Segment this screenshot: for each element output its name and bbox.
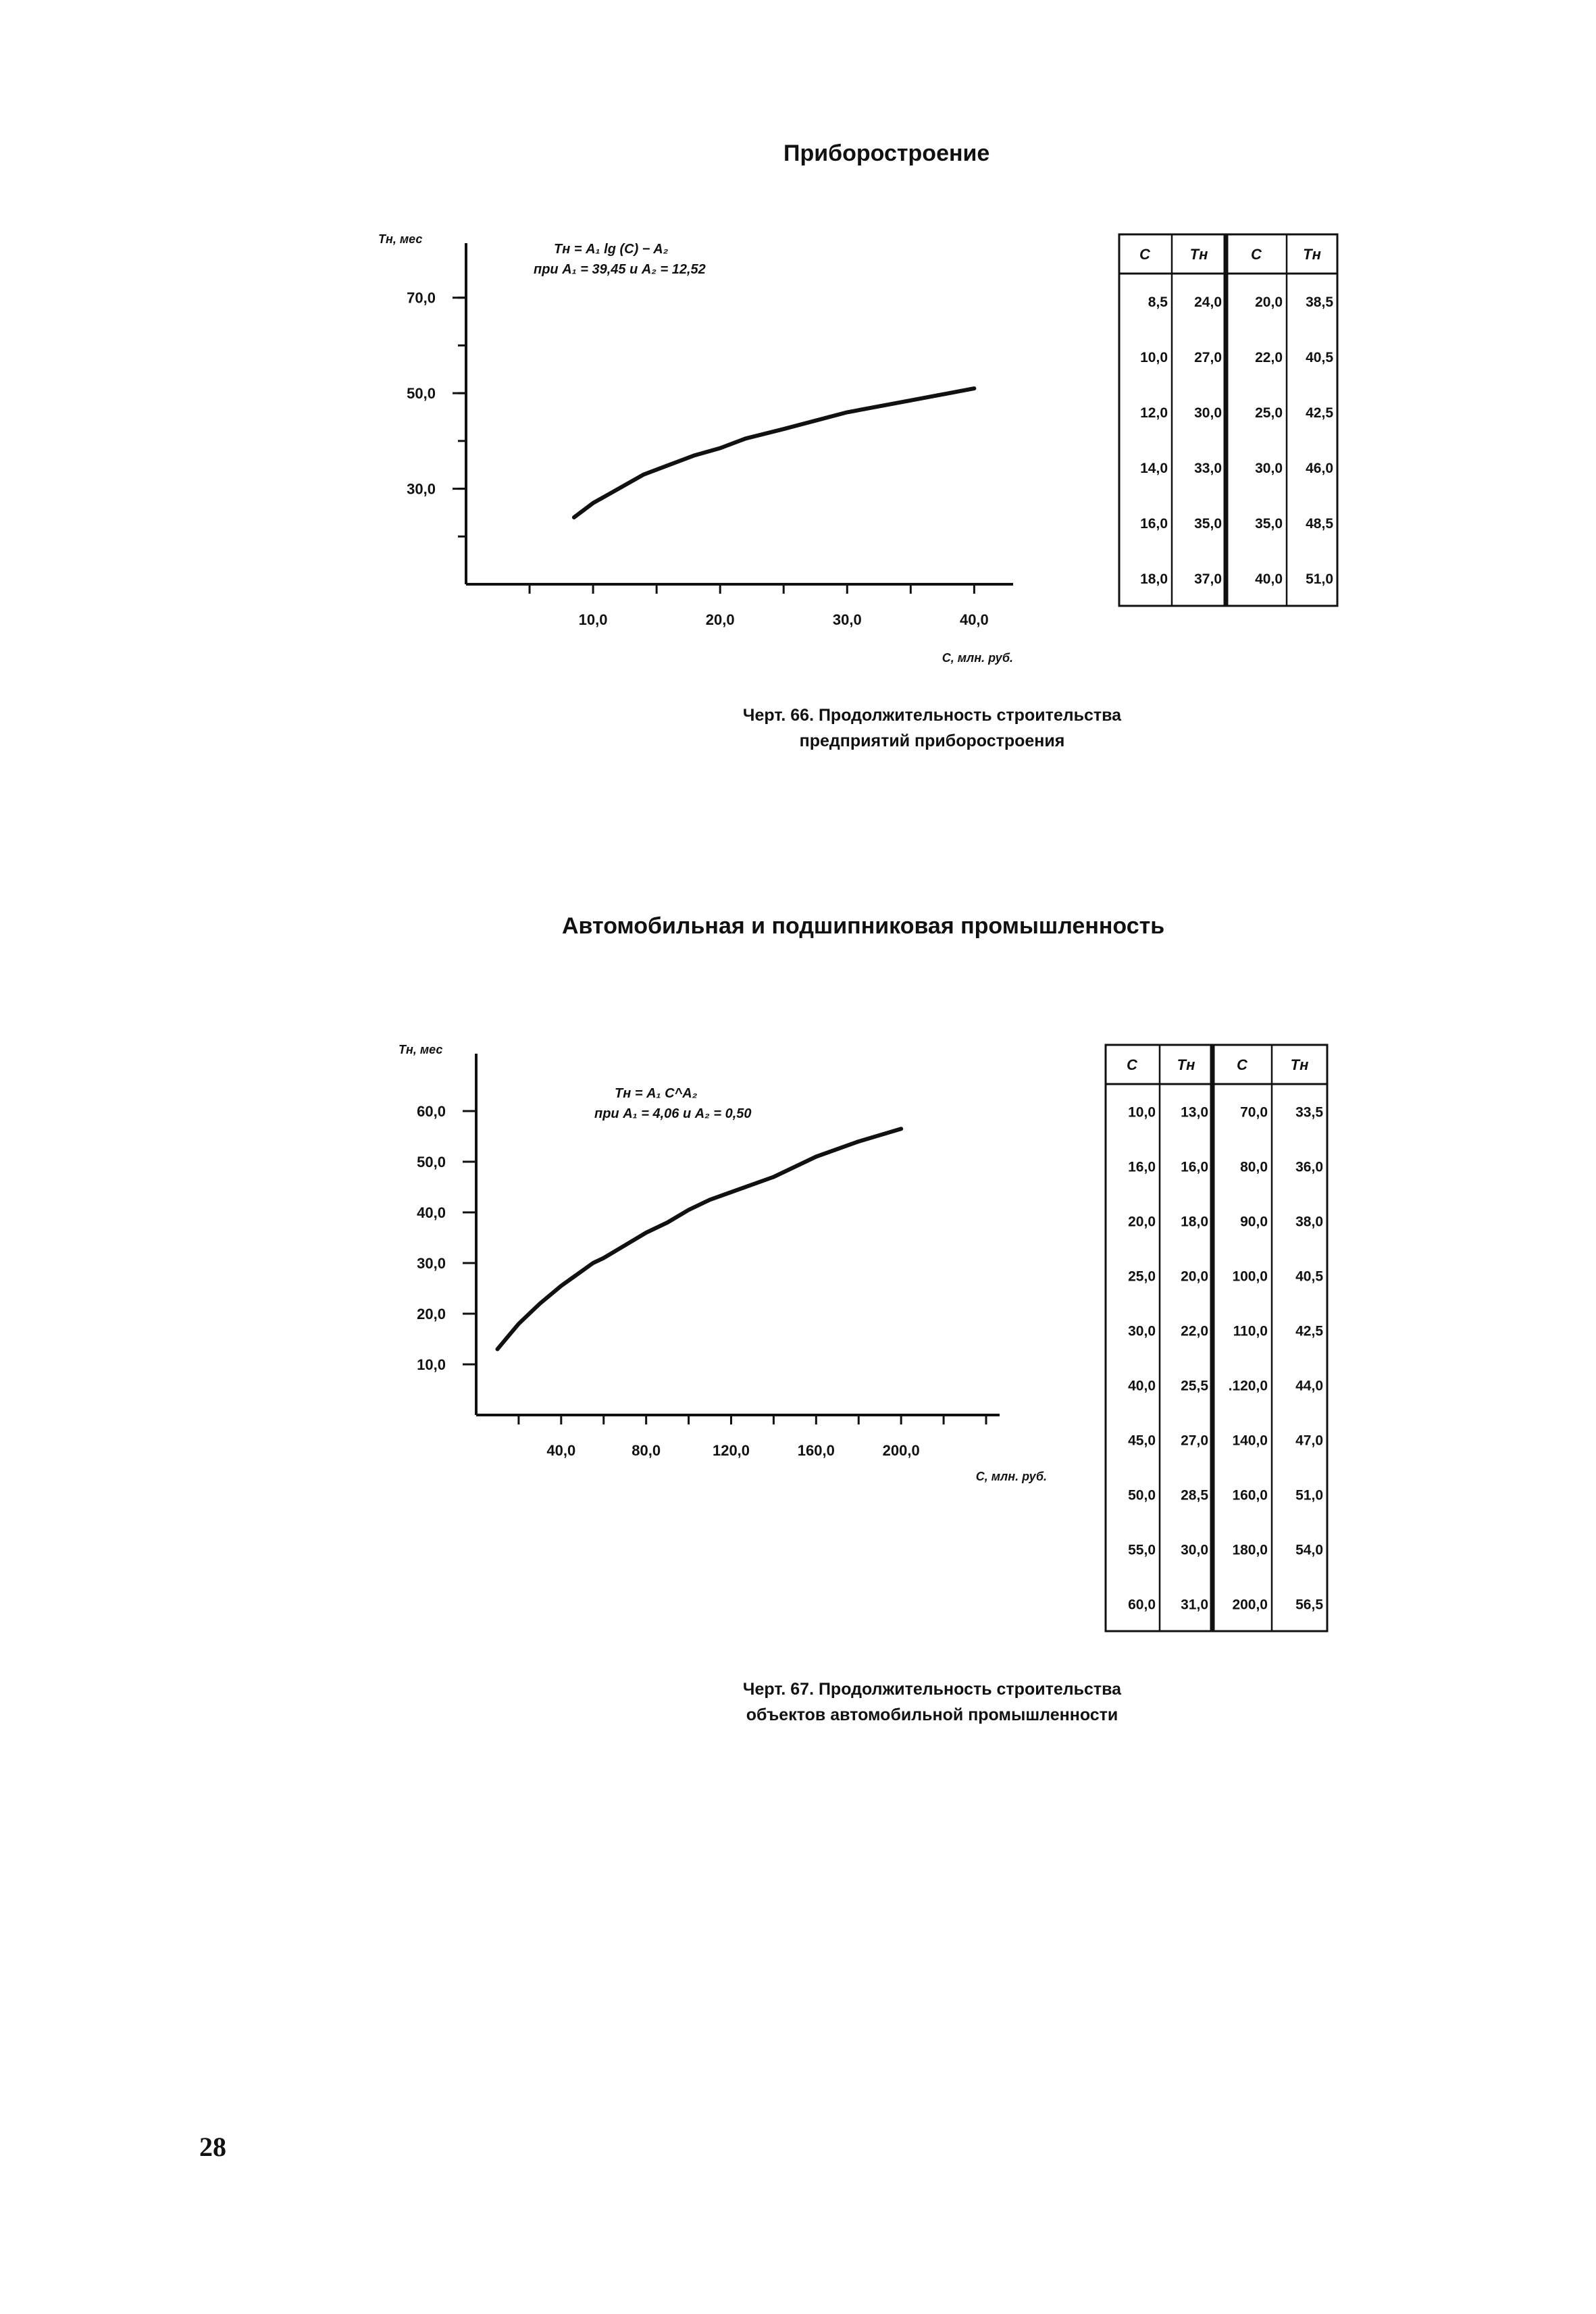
data-point bbox=[693, 454, 696, 457]
x-tick-label: 30,0 bbox=[832, 611, 862, 628]
table-cell: 25,0 bbox=[1255, 405, 1283, 421]
chart1-caption bbox=[594, 702, 1270, 754]
data-point bbox=[666, 1221, 669, 1225]
table-cell: 24,0 bbox=[1194, 294, 1222, 310]
table-cell: 28,5 bbox=[1181, 1487, 1208, 1503]
data-point bbox=[517, 1322, 520, 1326]
data-point bbox=[559, 1284, 563, 1287]
table-cell: 22,0 bbox=[1255, 350, 1283, 365]
data-point bbox=[527, 1312, 531, 1316]
chart2 bbox=[378, 1027, 1054, 1499]
table-cell: 30,0 bbox=[1255, 461, 1283, 476]
table-cell: 40,0 bbox=[1128, 1378, 1156, 1394]
table-cell: 50,0 bbox=[1128, 1487, 1156, 1503]
table-cell: 51,0 bbox=[1295, 1487, 1323, 1503]
table-cell: 160,0 bbox=[1232, 1487, 1268, 1503]
data-point bbox=[644, 1231, 648, 1235]
y-tick-label: 40,0 bbox=[417, 1204, 446, 1221]
table2 bbox=[1104, 1044, 1334, 1638]
data-point bbox=[496, 1347, 499, 1351]
curve-series bbox=[498, 1129, 902, 1349]
chart2-caption-line1: Черт. 67. Продолжительность строительства bbox=[742, 1680, 1122, 1699]
table-cell: 45,0 bbox=[1128, 1433, 1156, 1449]
x-tick-label: 80,0 bbox=[632, 1442, 661, 1459]
y-tick-label: 50,0 bbox=[417, 1154, 446, 1171]
formula-line1: Тн = A₁ C^A₂ bbox=[615, 1086, 698, 1101]
data-point bbox=[744, 437, 747, 440]
data-point bbox=[642, 473, 646, 476]
table-cell: 20,0 bbox=[1255, 294, 1283, 310]
table-cell: 16,0 bbox=[1181, 1159, 1208, 1175]
table-cell: 42,5 bbox=[1306, 405, 1333, 421]
data-point bbox=[623, 1243, 627, 1247]
formula-line2: при A₁ = 39,45 и A₂ = 12,52 bbox=[534, 262, 706, 277]
table-cell: 46,0 bbox=[1306, 461, 1333, 476]
y-axis-label: Тн, мес bbox=[378, 232, 423, 246]
table-cell: 40,5 bbox=[1295, 1268, 1323, 1285]
curve-series bbox=[574, 388, 975, 517]
table-cell: 180,0 bbox=[1232, 1542, 1268, 1558]
data-point bbox=[719, 446, 722, 450]
table1 bbox=[1118, 233, 1341, 608]
x-axis-label: С, млн. руб. bbox=[975, 1470, 1047, 1483]
x-tick-label: 160,0 bbox=[797, 1442, 835, 1459]
table-cell: 13,0 bbox=[1181, 1104, 1208, 1121]
data-point bbox=[667, 463, 671, 467]
table-cell: 47,0 bbox=[1295, 1433, 1323, 1449]
table-cell: 12,0 bbox=[1140, 405, 1168, 421]
table-header-cell: Тн bbox=[1303, 246, 1321, 263]
table-cell: 30,0 bbox=[1194, 405, 1222, 421]
table-cell: 22,0 bbox=[1181, 1323, 1208, 1339]
table-cell: 54,0 bbox=[1295, 1542, 1323, 1558]
data-point bbox=[900, 1127, 903, 1131]
table-cell: 56,5 bbox=[1295, 1597, 1323, 1613]
x-tick-label: 40,0 bbox=[959, 611, 989, 628]
table-cell: 8,5 bbox=[1148, 294, 1168, 310]
data-point bbox=[572, 516, 575, 519]
table-cell: 37,0 bbox=[1194, 571, 1222, 587]
data-point bbox=[509, 1333, 512, 1336]
data-point bbox=[617, 487, 620, 490]
table-cell: 100,0 bbox=[1232, 1268, 1268, 1285]
table-cell: 31,0 bbox=[1181, 1597, 1208, 1613]
table-cell: 110,0 bbox=[1233, 1323, 1268, 1339]
table-cell: 44,0 bbox=[1295, 1378, 1323, 1394]
table-cell: 25,0 bbox=[1128, 1268, 1156, 1285]
data-point bbox=[846, 411, 849, 414]
data-point bbox=[592, 501, 595, 505]
table-cell: 35,0 bbox=[1194, 516, 1222, 532]
table-cell: 90,0 bbox=[1240, 1214, 1268, 1230]
formula-line1: Тн = A₁ lg (C) − A₂ bbox=[554, 242, 669, 257]
table-cell: 18,0 bbox=[1140, 571, 1168, 587]
table-cell: 25,5 bbox=[1181, 1378, 1208, 1394]
table-header-cell: Тн bbox=[1189, 246, 1208, 263]
section1-heading: Приборостроение bbox=[783, 140, 990, 166]
table-cell: 140,0 bbox=[1232, 1433, 1268, 1449]
page-number: 28 bbox=[199, 2132, 226, 2162]
x-tick-label: 120,0 bbox=[712, 1442, 750, 1459]
data-point bbox=[581, 1269, 584, 1272]
table-cell: 60,0 bbox=[1128, 1597, 1156, 1613]
y-tick-label: 50,0 bbox=[407, 385, 436, 403]
table-cell: 40,5 bbox=[1306, 350, 1333, 365]
section2-heading: Автомобильная и подшипниковая промышленность bbox=[562, 913, 1165, 939]
table-cell: 51,0 bbox=[1306, 571, 1333, 587]
y-tick-label: 10,0 bbox=[417, 1356, 446, 1373]
x-axis-label: С, млн. руб. bbox=[942, 651, 1013, 665]
table-cell: 33,0 bbox=[1194, 461, 1222, 476]
table-cell: .120,0 bbox=[1228, 1378, 1268, 1394]
table-header-cell: C bbox=[1237, 1056, 1247, 1073]
y-tick-label: 30,0 bbox=[417, 1255, 446, 1272]
table-cell: 48,5 bbox=[1306, 516, 1333, 532]
table-cell: 55,0 bbox=[1128, 1542, 1156, 1558]
table-cell: 27,0 bbox=[1194, 350, 1222, 365]
formula-line2: при A₁ = 4,06 и A₂ = 0,50 bbox=[594, 1106, 752, 1121]
x-tick-label: 10,0 bbox=[578, 611, 608, 628]
y-tick-label: 30,0 bbox=[407, 480, 436, 498]
table-cell: 10,0 bbox=[1128, 1104, 1156, 1121]
table-cell: 36,0 bbox=[1295, 1159, 1323, 1175]
data-point bbox=[973, 387, 976, 390]
table-header-cell: C bbox=[1139, 246, 1150, 263]
table-cell: 42,5 bbox=[1295, 1323, 1323, 1339]
table-cell: 70,0 bbox=[1240, 1104, 1268, 1121]
chart1-caption-line1: Черт. 66. Продолжительность строительства bbox=[742, 706, 1122, 725]
data-point bbox=[538, 1302, 542, 1306]
data-point bbox=[602, 1256, 605, 1260]
data-point bbox=[687, 1208, 690, 1212]
table-header-cell: Тн bbox=[1290, 1056, 1309, 1073]
table-cell: 27,0 bbox=[1181, 1433, 1208, 1449]
table-cell: 16,0 bbox=[1140, 516, 1168, 532]
chart1-caption-line2: предприятий приборостроения bbox=[799, 731, 1065, 750]
data-point bbox=[909, 398, 912, 402]
x-tick-label: 20,0 bbox=[705, 611, 735, 628]
table-header-cell: C bbox=[1251, 246, 1262, 263]
table-cell: 16,0 bbox=[1128, 1159, 1156, 1175]
chart2-caption bbox=[594, 1676, 1270, 1728]
data-point bbox=[772, 1175, 775, 1179]
x-tick-label: 200,0 bbox=[882, 1442, 920, 1459]
data-point bbox=[782, 428, 786, 431]
data-point bbox=[815, 1155, 818, 1158]
table-cell: 30,0 bbox=[1181, 1542, 1208, 1558]
table-cell: 40,0 bbox=[1255, 571, 1283, 587]
y-tick-label: 60,0 bbox=[417, 1103, 446, 1120]
data-point bbox=[857, 1140, 860, 1143]
chart1 bbox=[378, 216, 1054, 675]
table-cell: 38,0 bbox=[1295, 1214, 1323, 1230]
data-point bbox=[570, 1277, 573, 1280]
data-point bbox=[709, 1198, 712, 1202]
table-cell: 30,0 bbox=[1128, 1323, 1156, 1339]
data-point bbox=[729, 1191, 733, 1194]
table-cell: 18,0 bbox=[1181, 1214, 1208, 1230]
table-cell: 200,0 bbox=[1232, 1597, 1268, 1613]
table-header-cell: C bbox=[1127, 1056, 1137, 1073]
table-cell: 80,0 bbox=[1240, 1159, 1268, 1175]
chart2-caption-line2: объектов автомобильной промышленности bbox=[746, 1705, 1118, 1724]
table-cell: 33,5 bbox=[1295, 1104, 1323, 1121]
x-tick-label: 40,0 bbox=[546, 1442, 576, 1459]
table-cell: 38,5 bbox=[1306, 294, 1333, 310]
table-cell: 10,0 bbox=[1140, 350, 1168, 365]
table-header-cell: Тн bbox=[1177, 1056, 1195, 1073]
table-cell: 20,0 bbox=[1181, 1268, 1208, 1285]
y-axis-label: Тн, мес bbox=[398, 1043, 443, 1056]
y-tick-label: 20,0 bbox=[417, 1306, 446, 1322]
table-cell: 14,0 bbox=[1140, 461, 1168, 476]
table-cell: 35,0 bbox=[1255, 516, 1283, 532]
y-tick-label: 70,0 bbox=[407, 289, 436, 307]
data-point bbox=[592, 1262, 595, 1265]
table-cell: 20,0 bbox=[1128, 1214, 1156, 1230]
